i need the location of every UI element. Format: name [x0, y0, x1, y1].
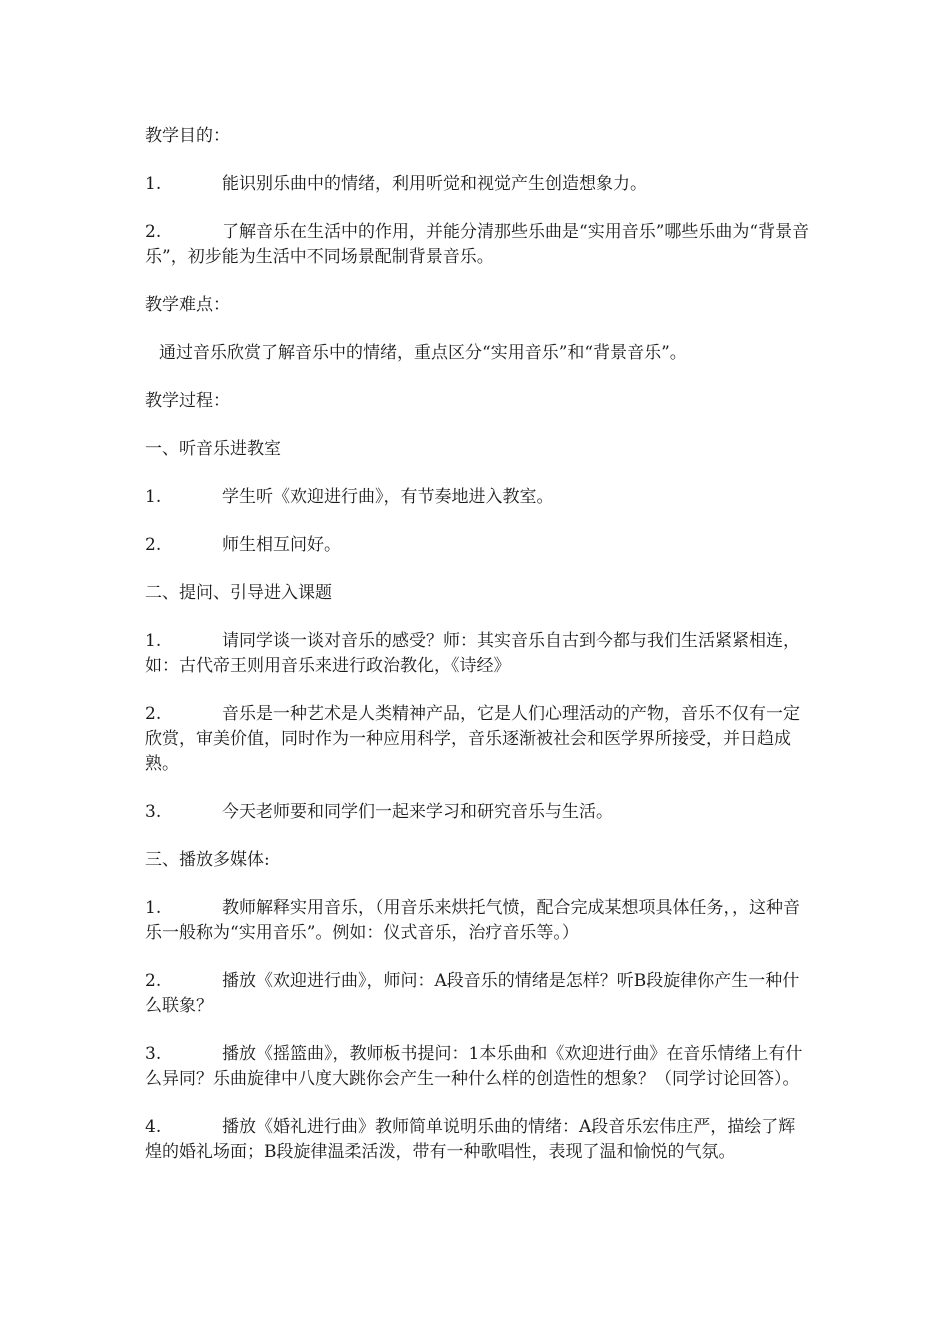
item-number: 2.: [145, 222, 162, 242]
item-text: 播放《摇篮曲》，教师板书提问：1本乐曲和《欢迎进行曲》在音乐情绪上有什么异同？乐曲旋律中八度大跳你会产生一种什么样的创造性的想象？（同学讨论回答）。: [145, 1044, 803, 1089]
process-heading: 教学过程：: [145, 391, 230, 411]
item-number: 2.: [145, 535, 162, 555]
item-text: 师生相互问好。: [222, 535, 341, 555]
section-title: 三、播放多媒体:: [145, 850, 270, 870]
list-item: [145, 969, 810, 1019]
item-text: 请同学谈一谈对音乐的感受？师：其实音乐自古到今都与我们生活紧紧相连，如：古代帝王则用音乐来进行政治教化，《诗经》: [145, 631, 800, 676]
item-text: 学生听《欢迎进行曲》，有节奏地进入教室。: [222, 487, 554, 507]
difficulty-text: 通过音乐欣赏了解音乐中的情绪，重点区分“实用音乐”和“背景音乐”。: [159, 343, 687, 363]
item-number: 1.: [145, 174, 162, 194]
list-item: [145, 896, 810, 946]
list-item: [145, 702, 810, 777]
item-text: 了解音乐在生活中的作用，并能分清那些乐曲是“实用音乐”哪些乐曲为“背景音乐”，初步能为生活中不同场景配制背景音乐。: [145, 222, 810, 267]
item-text: 音乐是一种艺术是人类精神产品，它是人们心理活动的产物，音乐不仅有一定欣赏，审美价值，同时作为一种应用科学，音乐逐渐被社会和医学界所接受，并日趋成熟。: [145, 704, 800, 774]
difficulty-heading: 教学难点：: [145, 295, 230, 315]
item-number: 3.: [145, 802, 162, 822]
item-number: 3.: [145, 1044, 162, 1064]
item-number: 1.: [145, 898, 162, 918]
item-number: 1.: [145, 631, 162, 651]
item-number: 2.: [145, 971, 162, 991]
document-body: [145, 124, 810, 1188]
item-text: 播放《婚礼进行曲》教师简单说明乐曲的情绪：A段音乐宏伟庄严，描绘了辉煌的婚礼场面；B段旋律温柔活泼，带有一种歌唱性，表现了温和愉悦的气氛。: [145, 1117, 796, 1162]
objective-item: [145, 220, 810, 270]
objectives-heading: 教学目的：: [145, 126, 230, 146]
list-item: [145, 1042, 810, 1092]
item-text: 今天老师要和同学们一起来学习和研究音乐与生活。: [222, 802, 613, 822]
list-item: [145, 533, 810, 558]
section-title: 二、提问、引导进入课题: [145, 583, 332, 603]
list-item: [145, 629, 810, 679]
item-number: 2.: [145, 704, 162, 724]
item-number: 1.: [145, 487, 162, 507]
list-item: [145, 1115, 810, 1165]
objective-item: [145, 172, 810, 197]
item-text: 教师解释实用音乐，（用音乐来烘托气愤，配合完成某想项具体任务，，这种音乐一般称为“实用音乐”。例如：仪式音乐，治疗音乐等。）: [145, 898, 800, 943]
list-item: [145, 800, 810, 825]
item-text: 播放《欢迎进行曲》，师问：A段音乐的情绪是怎样？听B段旋律你产生一种什么联象？: [145, 971, 800, 1016]
item-number: 4.: [145, 1117, 162, 1137]
list-item: [145, 485, 810, 510]
section-title: 一、听音乐进教室: [145, 439, 281, 459]
item-text: 能识别乐曲中的情绪，利用听觉和视觉产生创造想象力。: [222, 174, 647, 194]
